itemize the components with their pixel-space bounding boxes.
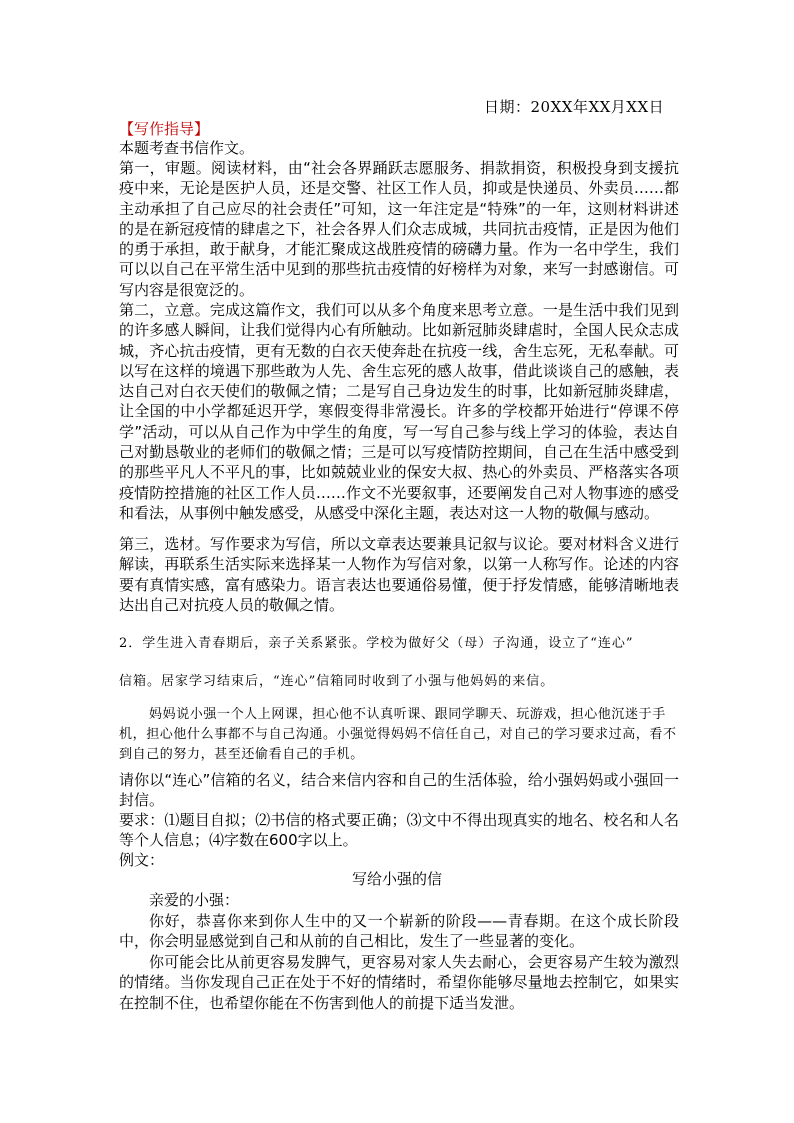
example-label: 例文：: [119, 851, 165, 869]
letter-paragraph-2: 你可能会比从前更容易发脾气，更容易对家人失去耐心，会更容易产生较为激烈的情绪。当你发现自己正在处于不好的情绪时，希望你能够尽量地去控制它，如果实在控制不住，也希望你能在不伤害到他人的前提下适当发泄。: [119, 953, 679, 1012]
letter-paragraph-1: 你好，恭喜你来到你人生中的又一个崭新的阶段——青春期。在这个成长阶段中，你会明显感觉到自己和从前的自己相比，发生了一些显著的变化。: [119, 912, 679, 951]
question-material: 妈妈说小强一个人上网课，担心他不认真听课、跟同学聊天、玩游戏，担心他沉迷于手机，担心他什么事都不与自己沟通。小强觉得妈妈不信任自己，对自己的学习要求过高，看不到自己的努力，甚至还偷看自己的手机。: [119, 707, 677, 762]
guide-intro: 本题考查书信作文。: [119, 139, 255, 157]
question-requirements: 要求：⑴题目自拟；⑵书信的格式要正确；⑶文中不得出现真实的地名、校名和人名等个人信息；⑷字数在600字以上。: [119, 811, 679, 850]
letter-title: 写给小强的信: [351, 870, 442, 888]
question-task: 请你以“连心”信箱的名义，结合来信内容和自己的生活体验，给小强妈妈或小强回一封信。: [119, 771, 679, 810]
guide-paragraph-1: 第一，审题。阅读材料，由“社会各界踊跃志愿服务、捐款捐资，积极投身到支援抗疫中来，无论是医护人员，还是交警、社区工作人员，抑或是快递员、外卖员……都主动承担了自己应尽的社会责任”可知，这一年注定是“特殊”的一年，这则材料讲述的是在新冠疫情的肆虐之下，社会各界人们众志成城，共同抗击疫情，正是因为他们的勇于承担，敢于献身，才能汇聚成这战胜疫情的磅礴力量。作为一名中学生，我们可以以自己在平常生活中见到的那些抗击疫情的好榜样为对象，来写一封感谢信。可写内容是很宽泛的。: [119, 159, 679, 299]
question-line-2: 信箱。居家学习结束后，“连心”信箱同时收到了小强与他妈妈的来信。: [119, 674, 555, 689]
guide-heading: 【写作指导】: [119, 120, 210, 138]
date-line: 日期：20XX年XX月XX日: [484, 98, 665, 116]
question-line-1: 2．学生进入青春期后，亲子关系紧张。学校为做好父（母）子沟通，设立了“连心”: [119, 636, 634, 651]
guide-paragraph-2: 第二，立意。完成这篇作文，我们可以从多个角度来思考立意。一是生活中我们见到的许多感人瞬间，让我们觉得内心有所触动。比如新冠肺炎肆虐时，全国人民众志成城，齐心抗击疫情，更有无数的白衣天使奔赴在抗疫一线，舍生忘死，无私奉献。可以写在这样的境遇下那些敢为人先、舍生忘死的感人故事，借此谈谈自己的感触，表达自己对白衣天使们的敬佩之情；二是写自己身边发生的时事，比如新冠肺炎肆虐，让全国的中小学都延迟开学，寒假变得非常漫长。许多的学校都开始进行“停课不停学”活动，可以从自己作为中学生的角度，写一写自己参与线上学习的体验，表达自己对勤恳敬业的老师们的敬佩之情；三是可以写疫情防控期间，自己在生活中感受到的那些平凡人不平凡的事，比如兢兢业业的保安大叔、热心的外卖员、严格落实各项疫情防控措施的社区工作人员……作文不光要叙事，还要阐发自己对人物事迹的感受和看法，从事例中触发感受，从感受中深化主题，表达对这一人物的敬佩与感动。: [119, 301, 679, 522]
guide-paragraph-3: 第三，选材。写作要求为写信，所以文章表达要兼具记叙与议论。要对材料含义进行解读，再联系生活实际来选择某一人物作为写信对象，以第一人称写作。论述的内容要有真情实感，富有感染力。语言表达也要通俗易懂，便于抒发情感，能够清晰地表达出自己对抗疫人员的敬佩之情。: [119, 535, 679, 614]
letter-salutation: 亲爱的小强：: [149, 891, 240, 909]
